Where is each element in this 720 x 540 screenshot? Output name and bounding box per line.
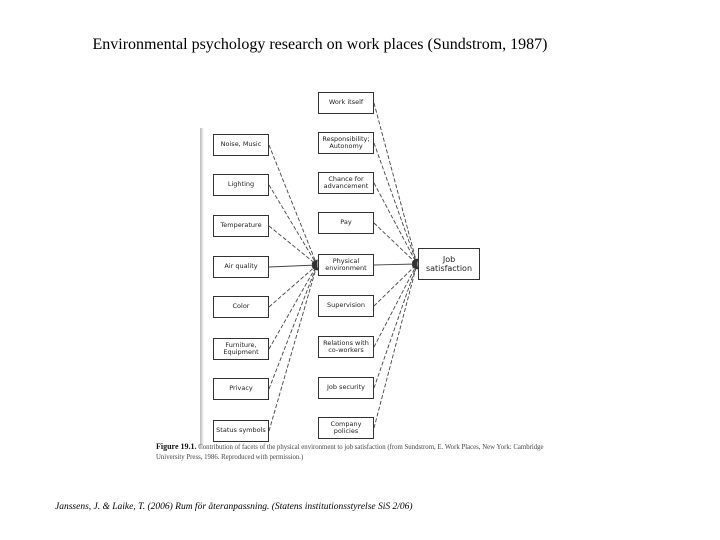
connector-line	[374, 143, 417, 264]
job-facet-node: Relations with co-workers	[318, 336, 374, 358]
connector-line	[374, 223, 417, 264]
connector-line	[269, 265, 317, 267]
environment-facet-node: Air quality	[213, 256, 269, 278]
caption-text: Contribution of facets of the physical environment to job satisfaction (from Sundstrom, E. Work Places, New York: Cambridge University Press, 1986. Reproduced with permission.)	[156, 444, 544, 461]
environment-facet-node: Color	[213, 296, 269, 318]
caption-label: Figure 19.1.	[156, 442, 197, 451]
job-facet-node: Chance for advancement	[318, 172, 374, 194]
connector-line	[269, 265, 317, 431]
connector-line	[374, 264, 417, 265]
connector-line	[269, 185, 317, 265]
job-facet-node: Pay	[318, 212, 374, 234]
job-facet-node: Work itself	[318, 92, 374, 114]
source-citation: Janssens, J. & Laike, T. (2006) Rum för återanpassning. (Statens institutionsstyrelse SiS 2/06)	[55, 502, 413, 512]
connector-line	[374, 264, 417, 306]
left-to-physical-links	[269, 145, 317, 431]
connector-line	[269, 265, 317, 349]
connector-line	[269, 265, 317, 307]
environment-facet-node: Noise, Music	[213, 134, 269, 156]
job-facet-node: Job security	[318, 377, 374, 399]
connector-line	[374, 264, 417, 428]
environment-facet-node: Lighting	[213, 174, 269, 196]
job-facet-node: Supervision	[318, 295, 374, 317]
connector-line	[374, 103, 417, 264]
connector-line	[374, 264, 417, 347]
job-facet-node: Physical environment	[318, 254, 374, 276]
connector-line	[374, 183, 417, 264]
job-facet-node: Company policies	[318, 417, 374, 439]
job-facet-node: Responsibility; Autonomy	[318, 132, 374, 154]
environment-facet-node: Status symbols	[213, 420, 269, 442]
job-satisfaction-node: Job satisfaction	[418, 248, 480, 280]
environment-facet-node: Privacy	[213, 378, 269, 400]
environment-facet-node: Temperature	[213, 215, 269, 237]
slide-title: Environmental psychology research on work places (Sundstrom, 1987)	[92, 36, 548, 53]
middle-to-outcome-links	[374, 103, 417, 428]
environment-facet-node: Furniture, Equipment	[213, 338, 269, 360]
connector-line	[269, 226, 317, 265]
connector-line	[269, 145, 317, 265]
connector-line	[374, 264, 417, 388]
connector-line	[269, 265, 317, 389]
figure-caption	[156, 442, 548, 462]
